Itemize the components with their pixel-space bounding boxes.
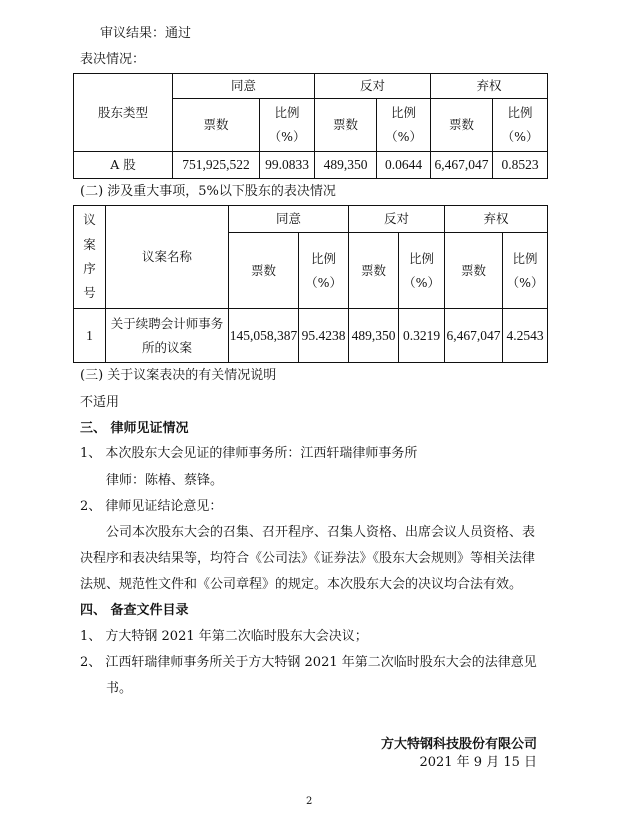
- cell-name: [106, 309, 229, 363]
- cell-name-line: 关于续聘会计师事务: [110, 315, 224, 331]
- header-oppose: 反对: [315, 74, 431, 99]
- opinion-line: 法规、规范性文件和《公司章程》的规定。本次股东大会的决议均合法有效。: [80, 577, 523, 592]
- header-ratio: [299, 233, 349, 309]
- vote-label: 表决情况：: [80, 52, 146, 67]
- doc-item-1: 1、 方大特钢 2021 年第二次临时股东大会决议；: [80, 629, 368, 644]
- ratio-unit: （%）: [385, 129, 422, 144]
- review-result: 审议结果：通过: [100, 26, 192, 41]
- header-votes: 票数: [431, 99, 493, 152]
- ratio-label: 比例: [391, 105, 417, 121]
- ratio-label: 比例: [409, 250, 435, 266]
- cell-type: A 股: [74, 152, 173, 179]
- header-no-char: 议: [83, 212, 96, 228]
- heading-documents: 四、 备查文件目录: [80, 603, 189, 618]
- page-number: 2: [306, 796, 313, 807]
- header-votes: 票数: [315, 99, 377, 152]
- header-votes: 票数: [349, 233, 399, 309]
- lawyer-item-2: 2、 律师见证结论意见：: [80, 499, 223, 514]
- heading-lawyer: 三、 律师见证情况: [80, 421, 189, 436]
- cell-agree-votes: 751,925,522: [173, 152, 260, 179]
- doc-item-2-cont: 书。: [106, 681, 133, 696]
- opinion-line: 决程序和表决结果等，均符合《公司法》《证券法》《股东大会规则》等相关法律: [80, 551, 536, 566]
- header-ratio: [377, 99, 431, 152]
- cell-name-line: 所的议案: [141, 339, 192, 355]
- cell-agree-ratio: 95.4238: [299, 309, 349, 363]
- header-agree: 同意: [229, 206, 349, 233]
- ratio-unit: （%）: [268, 129, 306, 144]
- vote-table-minority: [73, 205, 548, 363]
- header-ratio: [399, 233, 445, 309]
- ratio-unit: （%）: [305, 274, 342, 290]
- cell-abstain-votes: 6,467,047: [431, 152, 493, 179]
- cell-agree-votes: 145,058,387: [229, 309, 299, 363]
- header-no-char: 序: [83, 261, 96, 276]
- header-shareholder-type: 股东类型: [74, 74, 173, 152]
- ratio-unit: （%）: [501, 129, 539, 144]
- section2-title: (二) 涉及重大事项，5%以下股东的表决情况: [80, 184, 336, 199]
- section3-title: (三) 关于议案表决的有关情况说明: [80, 368, 277, 383]
- company-name: 方大特钢科技股份有限公司: [380, 737, 537, 752]
- cell-abstain-ratio: 0.8523: [493, 152, 548, 179]
- cell-agree-ratio: 99.0833: [260, 152, 315, 179]
- header-proposal-no: [74, 206, 106, 309]
- header-abstain: 弃权: [445, 206, 548, 233]
- header-oppose: 反对: [349, 206, 445, 233]
- lawyer-names: 律师：陈椿、蔡锋。: [106, 473, 224, 488]
- cell-no: 1: [74, 309, 106, 363]
- header-proposal-name: 议案名称: [106, 206, 229, 309]
- lawyer-item-1: 1、 本次股东大会见证的律师事务所：江西轩瑞律师事务所: [80, 446, 418, 461]
- table-row: [74, 309, 548, 363]
- cell-abstain-ratio: 4.2543: [503, 309, 548, 363]
- header-abstain: 弃权: [431, 74, 548, 99]
- cell-abstain-votes: 6,467,047: [445, 309, 503, 363]
- cell-oppose-votes: 489,350: [349, 309, 399, 363]
- ratio-label: 比例: [507, 105, 533, 121]
- ratio-label: 比例: [512, 250, 538, 266]
- cell-oppose-ratio: 0.3219: [399, 309, 445, 363]
- header-ratio: [260, 99, 315, 152]
- header-votes: 票数: [173, 99, 260, 152]
- header-no-char: 案: [83, 236, 96, 252]
- table-row: [74, 152, 548, 179]
- vote-table-all: [73, 73, 548, 179]
- header-no-char: 号: [83, 285, 96, 301]
- header-ratio: [503, 233, 548, 309]
- header-votes: 票数: [229, 233, 299, 309]
- header-agree: 同意: [173, 74, 315, 99]
- opinion-line: 公司本次股东大会的召集、召开程序、召集人资格、出席会议人员资格、表: [106, 525, 536, 540]
- date: 2021 年 9 月 15 日: [419, 755, 537, 770]
- cell-oppose-ratio: 0.0644: [377, 152, 431, 179]
- ratio-label: 比例: [311, 250, 337, 266]
- header-ratio: [493, 99, 548, 152]
- doc-item-2: 2、 江西轩瑞律师事务所关于方大特钢 2021 年第二次临时股东大会的法律意见: [80, 655, 537, 670]
- section3-body: 不适用: [80, 395, 120, 410]
- ratio-label: 比例: [274, 105, 300, 121]
- ratio-unit: （%）: [506, 274, 544, 290]
- ratio-unit: （%）: [403, 274, 440, 290]
- cell-oppose-votes: 489,350: [315, 152, 377, 179]
- header-votes: 票数: [445, 233, 503, 309]
